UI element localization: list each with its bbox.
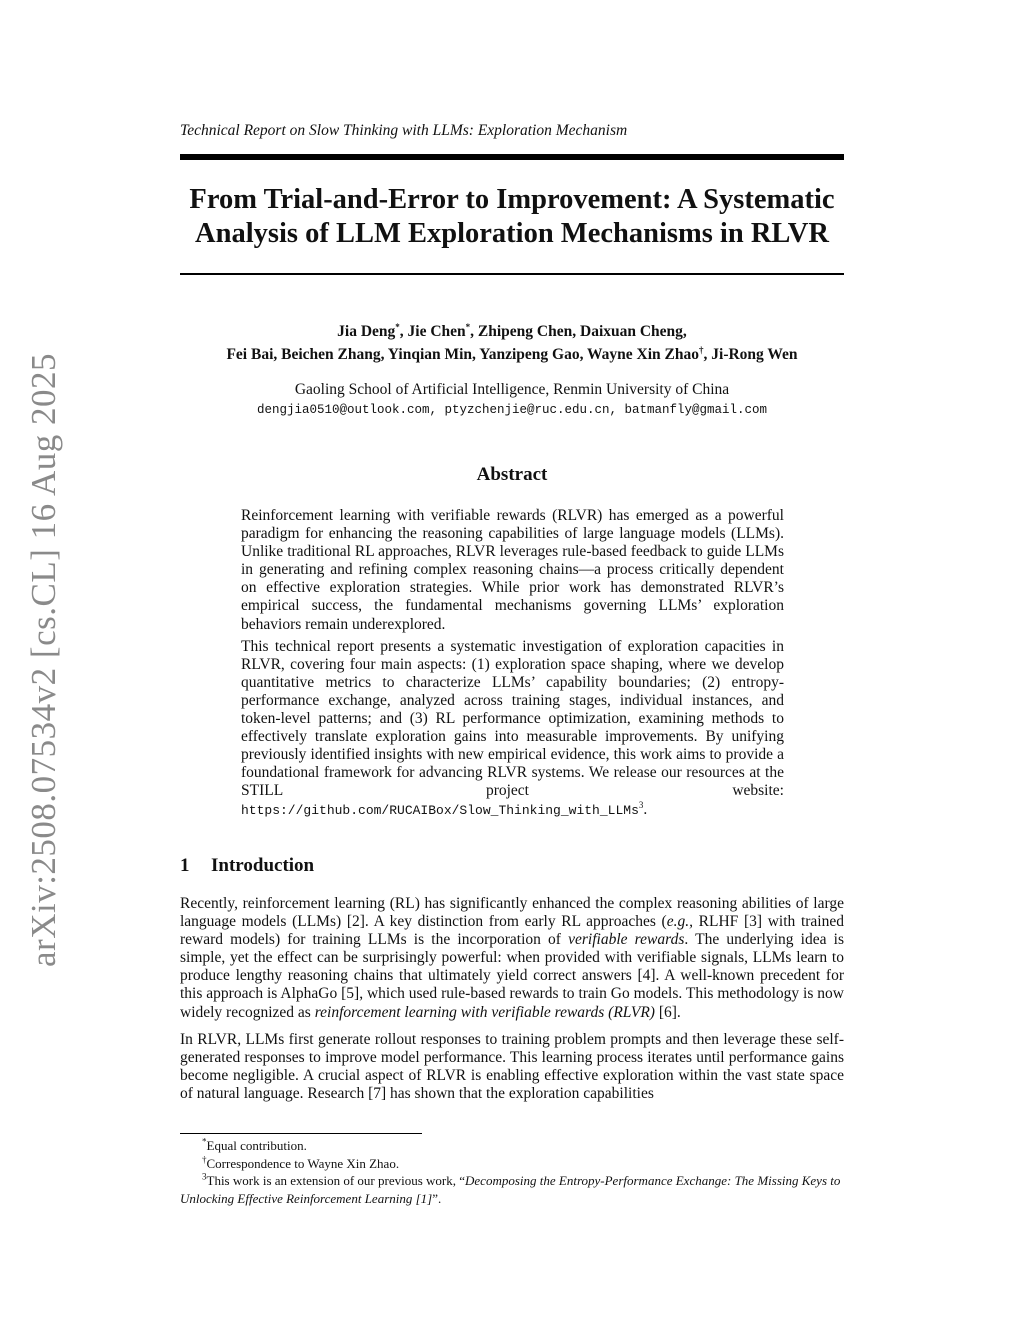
introduction-body	[180, 895, 844, 1112]
title-line-2: Analysis of LLM Exploration Mechanisms in RLVR	[195, 218, 829, 249]
project-link[interactable]: https://github.com/RUCAIBox/Slow_Thinking_with_LLMs	[241, 802, 639, 818]
paper-title	[180, 183, 844, 251]
footnotes	[180, 1137, 844, 1207]
footnote-rule	[180, 1133, 422, 1134]
author-line-1: Jia Deng*, Jie Chen*, Zhipeng Chen, Daixuan Cheng,	[337, 321, 687, 340]
title-top-rule	[180, 154, 844, 160]
abstract-paragraph-2: This technical report presents a systematic investigation of exploration capacities in RLVR, covering four main aspects: (1) exploration space shaping, where we develop quantitative metrics to characterize LLMs’ capability boundaries; (2) entropy-performance exchange, analyzed across training stages, individual instances, and token-level patterns; and (3) RL performance optimization, examining methods to effectively translate exploration gains into measurable improvements. By unifying previously identified insights with new empirical evidence, this work aims to provide a foundational framework for advancing RLVR systems. We release our resources at the STILL project website: https://github.com/RUCAIBox/Slow_Thinking_with_LLMs$^3$.	[241, 637, 784, 818]
running-header: Technical Report on Slow Thinking with LLMs: Exploration Mechanism	[180, 122, 628, 139]
section-heading-introduction	[180, 855, 314, 877]
institution: Gaoling School of Artificial Intelligence, Renmin University of China	[294, 381, 730, 398]
author-list	[180, 320, 844, 366]
section-number: 1	[180, 855, 190, 876]
abstract-paragraph-1: Reinforcement learning with verifiable rewards (RLVR) has emerged as a powerful paradigm for enhancing the reasoning capabilities of large language models (LLMs). Unlike traditional RL approaches, RLVR leverages rule-based feedback to guide LLMs in generating and refining complex reasoning chains—a process critically dependent on effective exploration strategies. While prior work has demonstrated RLVR’s empirical success, the fundamental mechanisms governing LLMs’ exploration behaviors remain underexplored.	[241, 507, 784, 633]
arxiv-identifier: arXiv:2508.07534v2 [cs.CL] 16 Aug 2025	[24, 353, 63, 967]
footnote-1: *Equal contribution.	[202, 1136, 307, 1153]
abstract-heading: Abstract	[476, 464, 548, 485]
section-title: Introduction	[211, 855, 315, 876]
abstract-body	[241, 507, 784, 824]
intro-paragraph-1: Recently, reinforcement learning (RL) has significantly enhanced the complex reasoning abilities of large language models (LLMs) [2]. A key distinction from early RL approaches (e.g., RLHF [3] with trained reward models) for training LLMs is the incorporation of verifiable rewards. The underlying idea is simple, yet the effect can be surprisingly powerful: when provided with verifiable signals, LLMs learn to produce lengthy reasoning chains that ultimately yield correct answers [4]. A well-known precedent for this approach is AlphaGo [5], which used rule-based rewards to train Go models. This methodology is now widely recognized as reinforcement learning with verifiable rewards (RLVR) [6].	[180, 895, 844, 1021]
affiliation	[180, 380, 844, 420]
footnote-2: †Correspondence to Wayne Xin Zhao.	[202, 1154, 400, 1171]
title-line-1: From Trial-and-Error to Improvement: A Systematic	[189, 184, 835, 215]
footnote-3: $^3$This work is an extension of our previous work, “Decomposing the Entropy-Performance Exchange: The Missing Keys to Unlocking Effective Reinforcement Learning [1]”.	[180, 1171, 841, 1206]
author-emails: dengjia0510@outlook.com, ptyzchenjie@ruc.edu.cn, batmanfly@gmail.com	[256, 403, 768, 417]
intro-paragraph-2: In RLVR, LLMs first generate rollout responses to training problem prompts and then leverage these self-generated responses to improve model performance. This learning process iterates until performance gains become negligible. A crucial aspect of RLVR is enabling effective exploration within the vast state space of natural language. Research [7] has shown that the exploration capabilities	[180, 1030, 844, 1102]
title-bottom-rule	[180, 273, 844, 275]
author-line-2: Fei Bai, Beichen Zhang, Yinqian Min, Yanzipeng Gao, Wayne Xin Zhao†, Ji-Rong Wen	[226, 344, 798, 363]
